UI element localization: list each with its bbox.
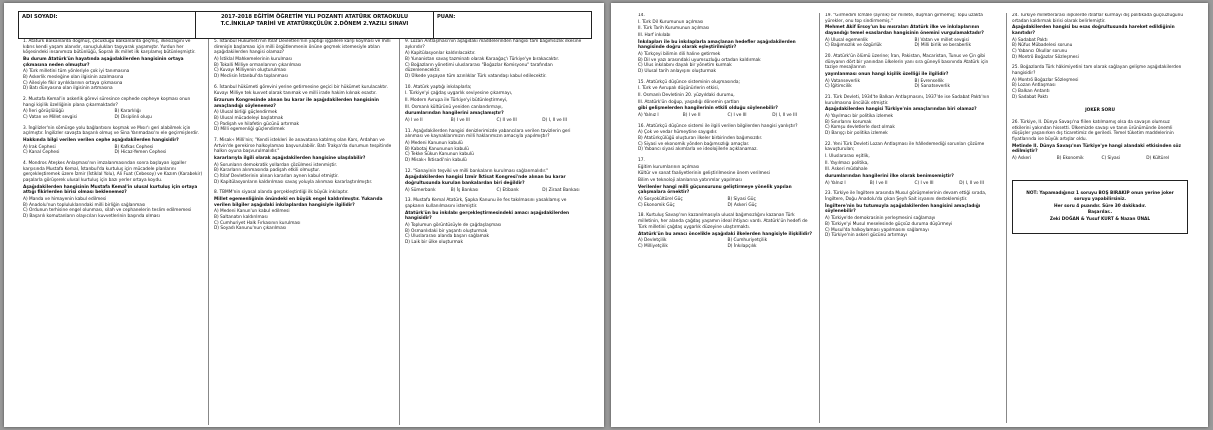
answer-options (638, 238, 814, 249)
answer-option: A) Medeni Kanunun kabulü (405, 141, 463, 147)
question-text: Kuvayı Milliye tek kuvvet olarak tanımak ve milli irade hakim kılınak esastır. (214, 91, 377, 97)
answer-option: C) Ailesiyle fikir ayrılıklarının ortaya çıkmasına (23, 80, 123, 86)
question (214, 39, 394, 80)
question-prompt: Bu durum Atatürk'ün hayatında aşağıdakilerden hangisinin ortaya çıkmasına neden olmuştur? (23, 57, 184, 68)
exam-title-line2: T.C.İNKILAP TARİHİ VE ATATÜRKÇÜLÜK 2.DÖNEM 2.YAZILI SINAVI (220, 21, 409, 28)
answer-options (825, 79, 1001, 90)
answer-option: B) Atatürkçülüğü oluşturan ilkeler birbirinden bağımsızdır. (638, 136, 763, 142)
answer-option: D) Meclisin İstanbul'da toplanması (214, 74, 288, 80)
answer-option: A) Çok ve vedar hümeytine sayıgıdır. (638, 130, 718, 136)
question-text: 9. Lozan Antlaşması'nın aşağıdaki maddelerinden hangisi tam bağımsızlık ilkesine aykırıdır? (405, 39, 582, 50)
answer-option: B) Cumhuriyetçilik (727, 238, 768, 244)
answer-option: A) Sümerbank (405, 187, 436, 193)
answer-option: C) Siyasi ve ekonomik yönden bağımsızlığı amaçlar. (638, 141, 750, 147)
answer-option: A) Vatanseverlik (825, 78, 860, 84)
question-prompt: Metinde II. Dünya Savaşı'nın Türkiye'ye hangi alandaki etkisinden söz edilmiştir? (1012, 143, 1182, 155)
question-text: 5. İstanbul Hükümeti'nin İtilaf Devletleri'nin yaptığı işgallere karşı koyması ve milli direnişin başlaması için milli örgütlenmenin önüne geçmek istemesiyle atılan aşağıdakilerden hangisi olamaz? (214, 39, 391, 56)
question-text: II. Osmanlı Devletinin 20. yüzyıldaki durumu, (638, 93, 735, 99)
answer-options (23, 197, 203, 220)
question-text: 17. (638, 158, 645, 164)
answer-option: B) Sınırlarını korumak (825, 119, 872, 125)
answer-option: B) Askerlik mesleğine olan ilgisinin azalmasına (23, 75, 124, 81)
question-text: 8. TBMM'nin siyasal alanda gerçekleştirdiği ilk büyük inkılaptır. (214, 190, 349, 196)
answer-option: A) Manda ve himayenin kabul edilmesi (23, 197, 107, 203)
question-text: III. Askeri müdahale (825, 167, 868, 173)
question-prompt: Aşağıdakilerden hangisinin Mustafa Kemal'in ulusal kurtuluş için ortaya attığı fikirlerden birisi olması beklenemez? (23, 184, 198, 196)
answer-option: A) Askeri (1012, 156, 1032, 162)
answer-option: C) Boğazların yönetimi uluslararası "Boğazlar Komisyonu" tarafından düzenlenecektir. (405, 62, 553, 74)
answer-option: B) Ulusal mücadeleyi başlatmak (214, 116, 284, 122)
question-text: II. Yayılmacı politika, (825, 160, 869, 166)
answer-option: A) I ve II (405, 118, 423, 124)
question-text: 22. Yeni Türk Devleti Lozan Antlaşması ile hâlledemediği sorunları çözüme kavuşturulan; (825, 141, 985, 153)
answer-option: A) Yayılmacı bir politika izlemek (825, 114, 894, 120)
question (825, 142, 1001, 187)
question-text: 16. Atatürkçü düşünce sistemi ile ilgili verilen bilgilerden hangisi yanlıştır? (638, 123, 798, 129)
question-text: 23. Türkiye ile İngiltere arasında Musul görüşmelerinin devam ettiği sırada, İngiltere, Doğu Anadolu'da çıkan Şeyh Sait isyanını desteklemiştir. (825, 191, 987, 203)
question-prompt: Mehmet Akif Ersoy'un bu mısraları Atatürk ilke ve inkılaplarının dayandığı temel esaslardan hangisinin önemini vurgulamaktadır? (825, 25, 984, 37)
answer-option: D) Disiplinli oluşu (114, 115, 152, 121)
answer-options (405, 188, 585, 194)
answer-option: B) Tokalli Milliye ormanlarının çıkarılması (214, 62, 302, 68)
answer-option: C) Uluslararası alanda başarı sağlamak (405, 234, 489, 240)
question-text: 12. "Sanayinin teşviki ve milli bankaların kurulması sağlanmalıdır." (405, 168, 549, 174)
answer-option: A) Ulusal egemenlik (825, 37, 868, 43)
question-text: III. Harf inkılabı (638, 33, 671, 39)
answer-options (405, 51, 585, 79)
answer-options (23, 69, 203, 92)
question-prompt: Atatürk'ün bu amacı öncelikle aşağıdaki ilkelerden hangisiyle ilişkilidir? (638, 231, 812, 237)
answer-option: C) Balkan Antantı (1012, 89, 1050, 95)
question-prompt: Aşağıdakilerden hangisi bu esas doğrultusunda hareket edildiğinin kanıtıdır? (1012, 25, 1175, 37)
answer-options (214, 209, 394, 232)
question-prompt: Aşağıdakilerden hangisi Türkiye'nin amaçlarından biri olamaz? (825, 107, 977, 113)
answer-option: D) Misak-ı İktisadi'nin kabulü (405, 158, 467, 164)
question-text: 10. Atatürk yaptığı inkılaplarla; (405, 84, 472, 90)
question (23, 39, 203, 92)
question-text: 15. Atatürkçü düşünce sisteminin oluşmasında; (638, 79, 740, 85)
question-text: 18. Kurtuluş Savaşı'nın kazanılmasıyla ulusal bağımsızlığını kazanan Türk milletinin, her alanda çağdaş yaşamın ideal ihtiyacı vardı. Atatürk'ün hedefi de Türk milletini çağdaş uygarlık düzeyine ulaştırmaktı. (638, 213, 808, 230)
answer-option: D) Hicaz-Yemen Cephesi (114, 150, 167, 156)
answer-options (405, 223, 585, 246)
answer-option: B) Kabotaj Kanununun kabulü (405, 146, 469, 152)
answer-option: D) Batı dünyasına olan ilgisinin artmasına (23, 86, 113, 92)
answer-option: A) Ulusal birliği güçlendirmek (214, 110, 278, 116)
answer-option: C) Siyasi (1101, 156, 1121, 162)
page2-column-1 (633, 13, 820, 423)
question (405, 85, 585, 124)
answer-option: B) İş Bankası (450, 187, 479, 193)
question-prompt: Erzurum Kongresinde alınan bu karar ile aşağıdakilerden hangisinin amaçlandığı söylenemez? (214, 98, 379, 109)
question-text: 26. Türkiye, II. Dünya Savaşı'na fiilen katılmamış olsa da savaşın olumsuz etkilerini yakından hissetti. Ülkemizde savaşı ve tanın ürünümünde önemli düşüşler yaşanırken dış ticaretimiz de geriledi. Temel tüketim maddelerinin fiyatlarında ise büyük artışlar oldu. (1012, 120, 1174, 143)
answer-options (638, 113, 814, 119)
name-label: ADI SOYADI: (19, 12, 196, 38)
answer-options (825, 216, 1001, 239)
question-text: Kültür ve sanat faaliyetlerinin geliştirilmesine önem verilmesi (638, 171, 770, 177)
answer-option: C) İtilaf Devletlerinin alınan kararları aynen kabul etmiştir. (214, 174, 339, 180)
answer-option: A) Türkiye'de demokrasinin yerleşmesini sağlamayı (825, 216, 936, 222)
question (23, 161, 203, 220)
page2-column-2 (820, 13, 1007, 423)
answer-option: C) Etibank (496, 187, 519, 193)
page1-column-1 (18, 39, 209, 425)
answer-option: D) Ziraat Bankası (542, 187, 580, 193)
answer-option: C) I ve III (914, 180, 934, 186)
answer-option: D) I, II ve III (959, 180, 984, 186)
answer-option: A) Irak Cephesi (23, 144, 56, 150)
question (214, 138, 394, 185)
answer-option: B) Kararların alınmasında padişah etkili olmuştur. (214, 168, 320, 174)
question (825, 95, 1001, 137)
question-text: 20. Atatürk'ün ölümü üzerine; İran, Pakistan, Macaristan, Tunus ve Çin gibi dünyanın dört bir yanından ülkelerin yanı sıra güneyli basınında Atatürk için taziye mesajlarının (825, 54, 989, 71)
exam-note-box (1012, 180, 1188, 234)
answer-options (1012, 78, 1188, 101)
answer-options (638, 52, 814, 75)
answer-option: D) Kültürel (1146, 156, 1170, 162)
page1-column-2 (209, 39, 400, 425)
answer-option: B) Yunanistan savaş tazminatı olarak Karaağaç'ı Türkiye'ye bırakacaktır. (405, 57, 560, 63)
answer-option: D) Yabancı siyasi akımlarla ve ideolojilerle açıklanamaz. (638, 147, 758, 153)
question-text: 2. Mustafa Kemal'in askerlik görevi süresince cephede cepheye koşması onun hangi kişilik özelliğinin plana çıkarmaktadır? (23, 97, 191, 108)
question-text: 7. Misak-ı Milli'nin; "Kendi istekleri ile anavatana katılmış olan Kars, Ardahan ve Artvin'de gerekirse halkoylaması başvurulabilir. Batı Trakya'da durumun tespitinde halkın oyuna başvurulmalıdır." (214, 138, 392, 155)
question-text: I. Türkiye'yi çağdaş uygarlık seviyesine çıkarmayı, (405, 91, 513, 97)
answer-option: C) Musul'da halkoylaması yapılmasını sağlamayı (825, 227, 929, 233)
answer-option: C) Ordunun terhisine engel olunması, silah ve cephanelerin teslim edilmemesi (23, 208, 192, 214)
answer-option: A) İleri görüşlülüğü (23, 109, 64, 115)
answer-options (214, 110, 394, 133)
question (1012, 120, 1188, 162)
question (214, 190, 394, 232)
joker-heading: JOKER SORU (1085, 108, 1115, 114)
answer-options (23, 145, 203, 156)
answer-options (1012, 38, 1188, 61)
question (23, 126, 203, 156)
question-prompt: Hakkında bilgi verilen verilen cephe aşağıdakilerden hangisidir? (23, 138, 179, 144)
answer-option: C) İğitimcilik (825, 84, 852, 90)
question (1012, 65, 1188, 100)
answer-option: D) Laik bir ülke oluşturmak (405, 240, 463, 246)
answer-option: A) Yalnız I (825, 180, 846, 186)
question (825, 13, 1001, 49)
question (214, 85, 394, 133)
question-prompt: durumlarından hangilerini amaçlamıştır? (405, 111, 504, 117)
answer-option: D) Barışçı bir politika izlemek (825, 131, 888, 137)
answer-option: A) Yalnız I (638, 113, 659, 119)
answer-options (638, 130, 814, 153)
answer-option: B) Lozan Antlaşması (1012, 83, 1056, 89)
answer-option: B) Osmanlıdaki bir yaşantı oluşturmak (405, 228, 488, 234)
question (825, 191, 1001, 238)
answer-option: B) Dil ve yazı arasındaki uyumsuzluğu ortadan kaldırmak (638, 57, 761, 63)
answer-option: D) I, II ve III (542, 118, 567, 124)
question-text: I. Türk ve Avrupalı düşünürlerin etkisi, (638, 86, 720, 92)
answer-option: C) Bağımsızlık ve özgürlük (825, 43, 882, 49)
question-text: 6. İstanbul hükümeti görevini yerine getirmesine geçici bir hükümet kurulacaktır. (214, 84, 388, 90)
question-text: Eğitim kurumlarının açılması (638, 164, 700, 170)
question-text: I. Uluslararası eşitlik, (825, 154, 870, 160)
question (638, 124, 814, 153)
score-label: PUAN: (437, 14, 456, 20)
answer-option: D) Kapitülasyonların kaldırılması savaş yoluyla alınması kararlaştırılmıştır. (214, 179, 373, 185)
answer-options (638, 197, 814, 208)
answer-option: C) I ve III (727, 113, 747, 119)
exam-title-line1: 2017-2018 EĞİTİM ÖĞRETİM YILI POZANTI ATATÜRK ORTAOKULU (220, 14, 409, 20)
question-text: 1. Atatürk Balkanlarda doğmuş, çocukluğu Balkanlarda geçmiş, ilkesizliğini ve kıbrıs kendi yaşam alanıdır, sonuçlulukları taşıyarak yaşamıştır. Yurdun her köşesindeki insanımıza bütünlüğü, Sopralı ilk millet ilk karşılamış bütünleşmiştir. (23, 39, 196, 56)
exam-page-2 (611, 3, 1208, 427)
answer-option: C) Yabancı Okullar sorunu (1012, 49, 1068, 55)
question-prompt: İnkılapları ile bu inkılaplarla amaçlanan hedefler aşağıdakilerden hangisinde doğru olarak eşleştirilmiştir? (638, 39, 796, 51)
question-text: 3. İngilizler'nin sömürge yolu bağlantısını koşmak ve Mısır'ı geri alabilmek için açılmıştır. İngilizler savaşta başarılı olmuş ve Sina Yarımadası'nı ele geçirmişlerdir. (23, 125, 199, 137)
answer-option: D) Sanatseverlik (914, 84, 950, 90)
question (405, 198, 585, 245)
note-line-3: Başarılar.. (1087, 210, 1113, 216)
answer-option: C) Cumhuriyet Halk Fırkasının kurulması (214, 220, 301, 226)
question (405, 129, 585, 164)
question-prompt: Verilenler hangi milli güçunsurunu geliştirmeye yönelik yapılan çalışmalara örnektir? (638, 184, 792, 196)
answer-option: C) Ekonomik Güç (638, 202, 675, 208)
question-text: 25. Boğazlarda Türk hâkimiyetini tam olarak sağlayan gelişme aşağıdakilerden hangisidir? (1012, 65, 1182, 77)
answer-options (1012, 156, 1188, 162)
answer-option: C) Tekke Sükun Kanunun kabulü (405, 152, 474, 158)
answer-option: A) Türkçeyi bilimin dili haline getirmek (638, 52, 721, 58)
page1-column-3 (400, 39, 590, 425)
answer-option: A) Sadabat Paktı (1012, 37, 1048, 43)
question-text: 21. Türk Devleti, 1934'te Balkan Antlaşmasını, 1937'de ise Sadabat Paktı'nın kurulmasına öncülük etmiştir. (825, 95, 990, 106)
question-text: 24. Türkiye milletlerarası ilişkilerde itilaflar kurmayı dış politikada güçsüzlüğünü ortadan kaldırmak birisi olarak belirlemiştir. (1012, 13, 1184, 24)
question-text: II. Modern Avrupa ile Türkiye'yi bütünleştirmeyi, (405, 98, 508, 104)
answer-option: D) Montrö Boğazlar Sözleşmesi (1012, 54, 1079, 60)
answer-option: B) I ve II (682, 113, 701, 119)
answer-option: C) Komşu devletlerle dost olmak (825, 125, 895, 131)
answer-option: B) Saltanatın kaldırılması (214, 215, 268, 221)
answer-option: B) Evrensellik (914, 78, 944, 84)
answer-option: B) Siyasi Güç (727, 197, 756, 203)
answer-options (23, 109, 203, 120)
question-text: 14. (638, 13, 645, 18)
question (405, 39, 585, 80)
note-line-4: Zeki DOĞAN & Yusuf KURT & Nazan ÜNAL (1049, 216, 1151, 222)
answer-options (214, 57, 394, 80)
answer-option: A) Toplumun görüntüsüyle de çağdaşlaşması (405, 223, 502, 229)
answer-option: D) Ulusal tarih anlayışını oluşturmak (638, 69, 717, 75)
answer-option: C) Vatan ve Millet sevgisi (23, 115, 78, 121)
answer-option: B) I ve II (869, 180, 888, 186)
answer-options (825, 114, 1001, 137)
answer-option: C) Ulus inkılabını dayalı bir yönetim kurmak (638, 63, 732, 69)
answer-option: C) Kuvayı Milliyenin oluşturulması (214, 68, 287, 74)
answer-option: A) Kapitülasyonlar kaldırılacaktır. (405, 51, 476, 57)
question-text: III. Atatürk'ün doğup, yaşadığı dönemin şartları (638, 99, 740, 105)
answer-option: D) Milli egemenliği güçlendirmek (214, 127, 285, 133)
answer-options (214, 163, 394, 186)
note-line-1: NOT: Yapamadığınız 1 soruyu BOŞ BIRAKIP onun yerine joker soruyu yapabilirsiniz. (1026, 190, 1174, 203)
question-prompt: Millet egemenliğinin önündeki en büyük engel kaldırılmıştır. Yukarıda verilen bilgiler aşağıdaki inkılaplardan hangisiyle ilgilidir? (214, 197, 383, 208)
question-prompt: kararlarıyla ilgili olarak aşağıdakilerden hangisine ulaşılabilir? (214, 156, 366, 162)
answer-option: A) Sosyokültürel Güç (638, 197, 683, 203)
answer-option: D) Milli birlik ve beraberlik (914, 43, 971, 49)
question-prompt: Aşağıdakilerden hangisi İzmir İktisat Kongresi'nde alınan bu karar doğrultusunda kurulan bankalardan biri değildir? (405, 175, 566, 187)
answer-option: C) Padişah ve hilafetin gücünü artırmak (214, 121, 300, 127)
answer-options (825, 38, 1001, 49)
answer-option: D) Türkiye'nin askeri gücünü artırmayı (825, 233, 907, 239)
exam-header (18, 11, 592, 39)
question-text: II. Türk Tarih Kurumunun açılması (638, 26, 710, 32)
question-prompt: İngiltere'nin bu tutumuyla aşağıdakilerden hangisini amaçladığı söylenebilir? (825, 203, 981, 215)
answer-option: B) Anadolu'nun topluluklarındaki milli birliğin sağlanması (23, 202, 146, 208)
question-prompt: gibi gelişmelerden hangilerinin etkili olduğu söylenebilir? (638, 106, 778, 112)
answer-option: A) Montrö Boğazlar Sözleşmesi (1012, 77, 1079, 83)
answer-option: A) Sorunların demokratik yollardan çözülmesi istenmiştir. (214, 162, 338, 168)
answer-option: C) II ve III (496, 118, 517, 124)
answer-option: B) Ekonomik (1056, 156, 1084, 162)
answer-options (405, 118, 585, 124)
question-text: I. Türk Dil Kurumunun açılması (638, 19, 704, 25)
question (825, 54, 1001, 90)
exam-title (196, 12, 434, 38)
question-prompt: durumlarından hangilerini ilke olarak benimsemiştir? (825, 174, 954, 180)
note-line-2: Her soru 4 puandır. Süre 30 dakikadır. (1054, 203, 1146, 209)
answer-option: D) Sadabat Paktı (1012, 94, 1048, 100)
question-prompt: Atatürk'ün bu inkılabı gerçekleştirmesindeki amacı aşağıdakilerden hangisidir? (405, 210, 570, 222)
question (405, 169, 585, 194)
answer-option: C) Milliyetçilik (638, 243, 668, 249)
question-prompt: yayınlanması onun hangi kişilik özelliği ile ilgilidir? (825, 72, 949, 78)
exam-page-1 (4, 3, 604, 427)
answer-option: C) Kanal Cephesi (23, 150, 60, 156)
answer-option: B) Nüfus Mübadelesi sorunu (1012, 43, 1073, 49)
page2-column-3-questions (1012, 13, 1188, 162)
answer-option: A) Türk milletini tüm yönleriyle çok iyi tanımasına (23, 69, 130, 75)
answer-option: A) İstiklal Mahkemelerinin kurulması (214, 57, 292, 63)
question-text: III. Osmanlı kültürünü yeniden canlandırmayı, (405, 104, 503, 110)
answer-options (825, 181, 1001, 187)
page2-column-3 (1007, 13, 1193, 423)
answer-option: A) Devletçilik (638, 238, 667, 244)
question (638, 80, 814, 119)
answer-option: B) Kararlılığı (114, 109, 141, 115)
answer-option: B) Vatan ve millet sevgisi (914, 37, 969, 43)
answer-option: A) Medeni Kanun'un kabul edilmesi (214, 209, 290, 215)
question-text: 13. Mustafa Kemal Atatürk, Şapka Kanunu ile fes takılmasını yasaklamış ve şapkanın kullanılmasını istemiştir. (405, 198, 567, 210)
question (23, 97, 203, 121)
question-text: 11. Aşağıdakilerden hangisi denizlerimizde yabancılara verilen tavizlerin geri alınması ve kaynaklarımızın milli haklarımızın amacıyla yapılmıştır? (405, 128, 571, 140)
question-text: 19. "Girmedim İcmâle (ayrılık) bir millete, düşman girmemiş; Topu uzakta yürekler, onu top sindirmemiş." (825, 13, 983, 24)
answer-option: B) Kafkas Cephesi (114, 144, 154, 150)
answer-option: B) Türkiye'yi Musul meselesinde güçsüz duruma düşürmeyi (825, 221, 953, 227)
question (638, 13, 814, 75)
question-text: 4. Mondros Ateşkes Anlaşması'nın imzalanmasından sonra başlayan işgaller karşısında Mustafa Kemal, İstanbul'da kurtuluş için mücadele planlarını gerçekleştiremek üzere İzmir (İstiklal Yolu), Ali Fuat (Cebesoy) ve Kazım (Karabekir) paşalarla görüşerek ulusal kurtuluş için bazı yerler ortaya koydu. (23, 161, 203, 184)
question (638, 158, 814, 208)
answer-options (405, 141, 585, 164)
answer-option: D) İnkılapçılık (727, 243, 757, 249)
answer-option: D) Başarılı komutanların olayıcıları kuvvetlerinin başında olması (23, 214, 160, 220)
answer-option: B) I ve III (450, 118, 470, 124)
answer-option: D) Askeri Güç (727, 202, 757, 208)
question (638, 213, 814, 249)
answer-option: D) I, II ve III (772, 113, 797, 119)
answer-option: D) Soyadı Kanunu'nun çıkarılması (214, 226, 287, 232)
question (1012, 13, 1188, 60)
answer-option: D) Ülkede yaşayan tüm azınlıklar Türk vatandaşı kabul edilecektir. (405, 74, 547, 80)
question-text: Bilim ve teknoloji alanlarına yatırımlar yapılması (638, 178, 742, 184)
